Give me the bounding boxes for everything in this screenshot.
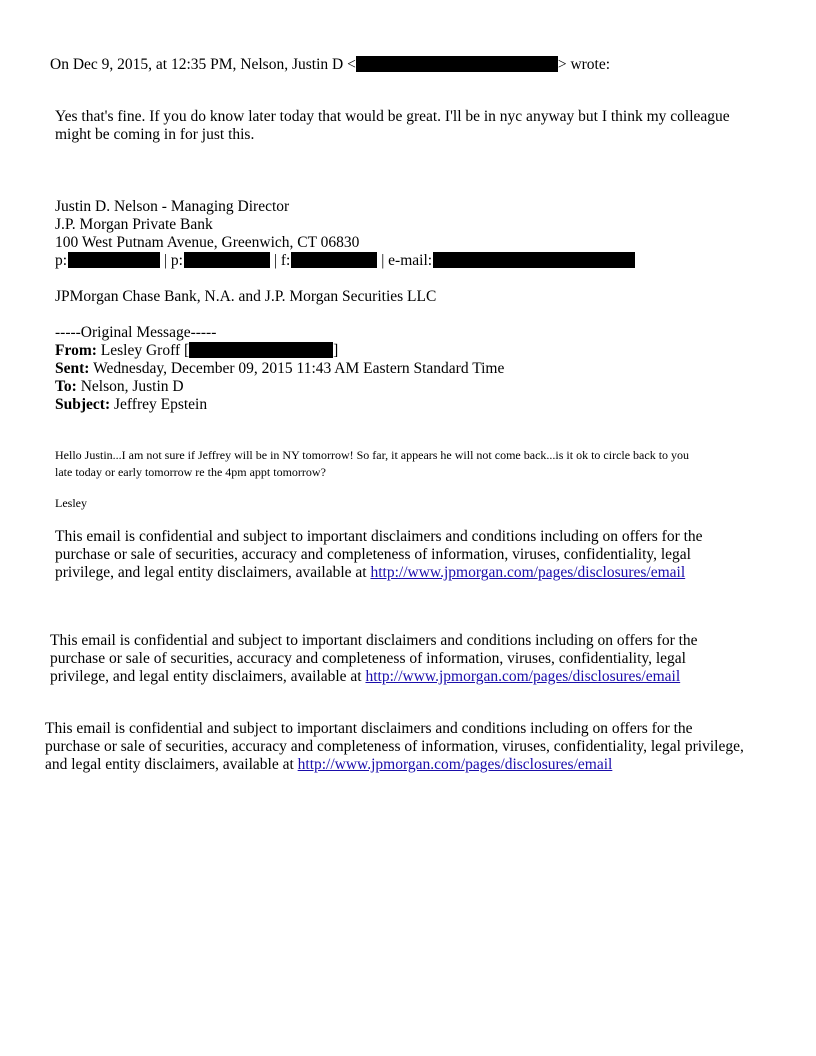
subject-row xyxy=(55,396,207,414)
redacted-email xyxy=(433,252,635,268)
disclaimer-line: purchase or sale of securities, accuracy and completeness of information, viruses, confidentiality, legal xyxy=(50,650,686,667)
disclaimer-text: privilege, and legal entity disclaimers, available at xyxy=(50,668,366,685)
disclaimer-line xyxy=(45,756,612,774)
disclosures-link[interactable]: http://www.jpmorgan.com/pages/disclosures/email xyxy=(297,756,613,773)
sent-label: Sent: xyxy=(55,360,90,377)
original-body-line: late today or early tomorrow re the 4pm appt tomorrow? xyxy=(55,465,326,479)
disclosures-link[interactable]: http://www.jpmorgan.com/pages/disclosures/email xyxy=(365,668,681,685)
phone2-label: | p: xyxy=(163,252,183,269)
disclaimer-line xyxy=(50,668,680,686)
redacted-email xyxy=(356,56,558,72)
subject-label: Subject: xyxy=(55,396,111,413)
signature-company: J.P. Morgan Private Bank xyxy=(55,216,213,233)
redacted-fax xyxy=(291,252,377,268)
from-value: Lesley Groff [ xyxy=(100,342,190,359)
to-value: Nelson, Justin D xyxy=(80,378,184,395)
disclaimer-text: privilege, and legal entity disclaimers, available at xyxy=(55,564,371,581)
reply-header xyxy=(50,56,610,74)
redacted-email xyxy=(189,342,333,358)
header-suffix: > wrote: xyxy=(557,56,611,73)
original-body-line: Hello Justin...I am not sure if Jeffrey will be in NY tomorrow! So far, it appears he will not come back...is it ok to circle back to you xyxy=(55,448,690,462)
disclaimer-line: This email is confidential and subject to important disclaimers and conditions including on offers for the xyxy=(55,528,703,545)
subject-value: Jeffrey Epstein xyxy=(113,396,208,413)
disclosures-link[interactable]: http://www.jpmorgan.com/pages/disclosures/email xyxy=(370,564,686,581)
redacted-phone xyxy=(184,252,270,268)
disclaimer-line: This email is confidential and subject to important disclaimers and conditions including on offers for the xyxy=(50,632,698,649)
disclaimer-line: This email is confidential and subject to important disclaimers and conditions including on offers for the xyxy=(45,720,693,737)
sent-value: Wednesday, December 09, 2015 11:43 AM Eastern Standard Time xyxy=(93,360,505,377)
original-sign: Lesley xyxy=(55,496,87,510)
disclaimer-line xyxy=(55,564,685,582)
sent-row xyxy=(55,360,504,378)
email-label: | e-mail: xyxy=(381,252,433,269)
signature-name: Justin D. Nelson - Managing Director xyxy=(55,198,290,215)
header-prefix: On Dec 9, 2015, at 12:35 PM, Nelson, Justin D < xyxy=(50,56,356,73)
disclaimer-line: purchase or sale of securities, accuracy and completeness of information, viruses, confidentiality, legal privilege, xyxy=(45,738,744,755)
signature-contacts xyxy=(55,252,635,270)
disclaimer-line: purchase or sale of securities, accuracy and completeness of information, viruses, confidentiality, legal xyxy=(55,546,691,563)
from-close: ] xyxy=(333,342,339,359)
phone-label: p: xyxy=(55,252,68,269)
from-row xyxy=(55,342,338,360)
reply-line: Yes that's fine. If you do know later today that would be great. I'll be in nyc anyway but I think my colleague xyxy=(55,108,730,125)
to-label: To: xyxy=(55,378,77,395)
legal-entities: JPMorgan Chase Bank, N.A. and J.P. Morgan Securities LLC xyxy=(55,288,437,305)
reply-line: might be coming in for just this. xyxy=(55,126,255,143)
from-label: From: xyxy=(55,342,97,359)
redacted-phone xyxy=(68,252,160,268)
disclaimer-text: and legal entity disclaimers, available at xyxy=(45,756,298,773)
to-row xyxy=(55,378,184,396)
fax-label: | f: xyxy=(273,252,291,269)
signature-address: 100 West Putnam Avenue, Greenwich, CT 06830 xyxy=(55,234,360,251)
original-divider: -----Original Message----- xyxy=(55,324,217,341)
